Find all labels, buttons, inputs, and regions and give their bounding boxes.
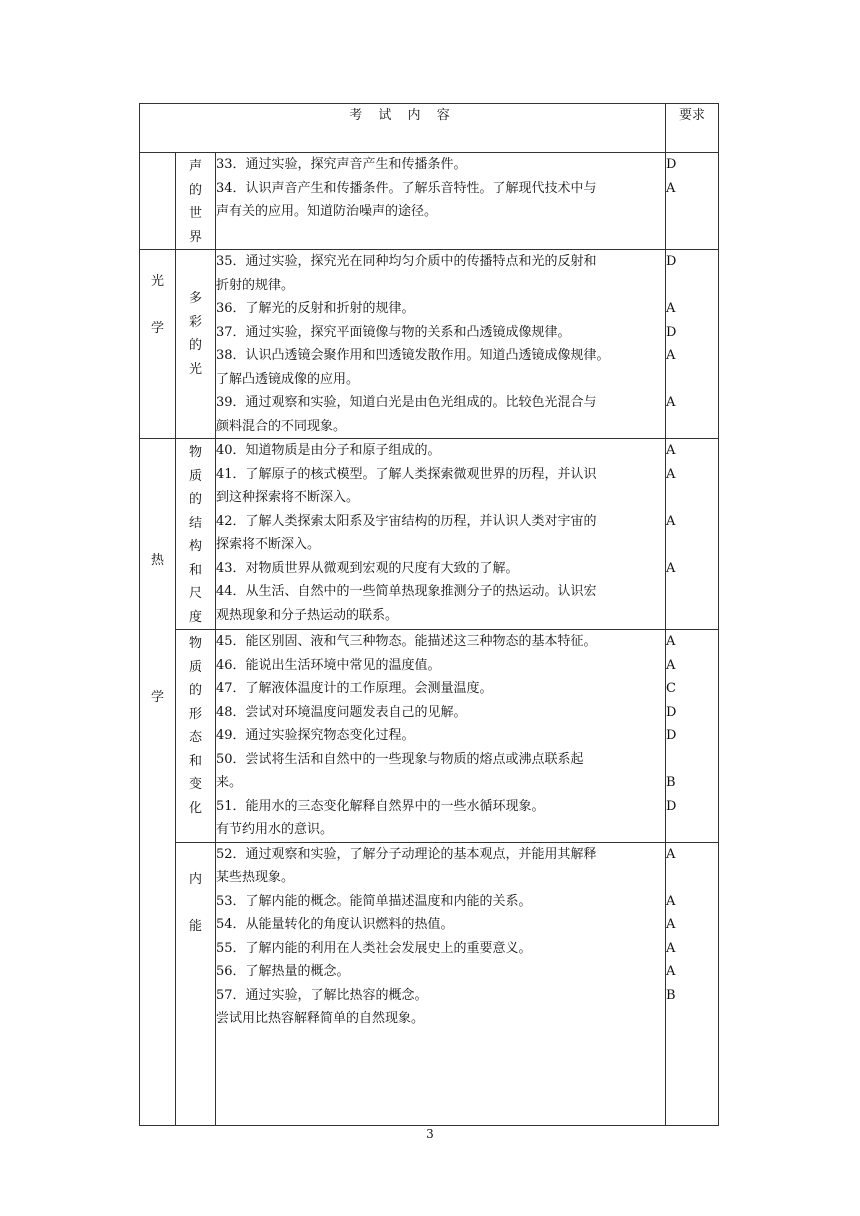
exam-content-table (139, 103, 719, 1126)
content-line: 51．能用水的三态变化解释自然界中的一些水循环现象。 (216, 798, 545, 814)
requirement-cell (666, 153, 719, 250)
content-cell (216, 842, 666, 1125)
content-line: 33．通过实验，探究声音产生和传播条件。 (216, 157, 467, 172)
content-line: 36．了解光的反射和折射的规律。 (216, 301, 415, 316)
content-cell (216, 250, 666, 439)
group-cell-optics: 光 学 (140, 250, 176, 439)
content-line: 来。 (216, 775, 243, 790)
content-line: 55．了解内能的利用在人类社会发展史上的重要意义。 (216, 940, 532, 956)
requirement-cell (666, 842, 719, 1125)
content-line: 41．了解原子的核式模型。了解人类探索微观世界的历程，并认识 (216, 466, 597, 482)
content-line: 48．尝试对环境温度问题发表自己的见解。 (216, 704, 467, 720)
requirement-value: A (666, 348, 676, 363)
content-line: 54．从能量转化的角度认识燃料的热值。 (216, 917, 454, 932)
requirement-value: D (666, 728, 677, 743)
topic-cell: 物 质 的 结 构 和 尺 度 (176, 439, 216, 630)
requirement-value: A (666, 443, 676, 458)
topic-cell: 多 彩 的 光 (176, 250, 216, 439)
topic-cell: 物 质 的 形 态 和 变 化 (176, 630, 216, 843)
content-line: 46．能说出生活环境中常见的温度值。 (216, 657, 441, 673)
requirement-value: A (666, 634, 676, 649)
content-line: 34．认识声音产生和传播条件。了解乐音特性。了解现代技术中与 (216, 180, 597, 196)
requirement-value (666, 748, 718, 772)
group-cell-empty (140, 153, 176, 250)
content-line: 折射的规律。 (216, 277, 295, 293)
content-line: 50．尝试将生活和自然中的一些现象与物质的熔点或沸点联系起 (216, 751, 584, 767)
requirement-value: A (666, 395, 676, 410)
requirement-value (666, 866, 718, 890)
section-row-structure (140, 439, 719, 630)
content-line: 43．对物质世界从微观到宏观的尺度有大致的了解。 (216, 560, 519, 576)
content-line: 53．了解内能的概念。能简单描述温度和内能的关系。 (216, 893, 532, 909)
content-line: 观热现象和分子热运动的联系。 (216, 607, 399, 623)
content-line: 47．了解液体温度计的工作原理。会测量温度。 (216, 681, 493, 696)
content-line: 尝试用比热容解释简单的自然现象。 (216, 1011, 425, 1026)
content-line: 到这种探索将不断深入。 (216, 490, 360, 505)
requirement-value (666, 368, 718, 392)
requirement-value: A (666, 180, 676, 196)
requirement-value: D (666, 324, 677, 340)
content-line: 45．能区别固、液和气三种物态。能描述这三种物态的基本特征。 (216, 634, 597, 649)
content-line: 探索将不断深入。 (216, 537, 321, 552)
group-cell-thermal: 热 学 (140, 439, 176, 1126)
section-row-sound (140, 153, 719, 250)
topic-cell: 声 的 世 界 (176, 153, 216, 250)
requirement-value: C (666, 681, 676, 696)
requirement-value: A (666, 917, 676, 932)
content-line: 38．认识凸透镜会聚作用和凹透镜发散作用。知道凸透镜成像规律。 (216, 348, 610, 363)
content-line: 某些热现象。 (216, 870, 295, 885)
requirement-value: A (666, 301, 676, 316)
requirement-cell (666, 630, 719, 843)
requirement-value: A (666, 893, 676, 909)
content-line: 40．知道物质是由分子和原子组成的。 (216, 443, 441, 458)
content-line: 颜料混合的不同现象。 (216, 418, 347, 434)
content-line: 42．了解人类探索太阳系及宇宙结构的历程，并认识人类对宇宙的 (216, 513, 597, 529)
content-cell (216, 153, 666, 250)
content-line: 39．通过观察和实验，知道白光是由色光组成的。比较色光混合与 (216, 395, 597, 410)
requirement-value (666, 533, 718, 557)
requirement-cell (666, 439, 719, 630)
content-line: 49．通过实验探究物态变化过程。 (216, 728, 415, 743)
page-number: 3 (426, 1127, 434, 1141)
requirement-value: B (666, 775, 676, 790)
section-row-light (140, 250, 719, 439)
content-line: 声有关的应用。知道防治噪声的途径。 (216, 204, 438, 219)
requirement-value: D (666, 157, 677, 172)
requirement-value (666, 486, 718, 510)
content-line: 52．通过观察和实验，了解分子动理论的基本观点，并能用其解释 (216, 846, 597, 862)
table-header-row (140, 104, 719, 153)
requirement-value: B (666, 987, 676, 1003)
content-line: 了解凸透镜成像的应用。 (216, 371, 360, 387)
section-row-internal-energy (140, 842, 719, 1125)
content-line: 56．了解热量的概念。 (216, 964, 350, 979)
requirement-value (666, 274, 718, 298)
content-line: 有节约用水的意识。 (216, 822, 334, 837)
topic-cell: 内 能 (176, 842, 216, 1125)
requirement-value: A (666, 846, 676, 862)
section-row-states (140, 630, 719, 843)
requirement-value: A (666, 657, 676, 673)
requirement-value: A (666, 964, 676, 979)
requirement-value: A (666, 466, 676, 482)
header-requirement-title: 要求 (666, 104, 719, 153)
requirement-value: D (666, 254, 677, 269)
content-cell (216, 630, 666, 843)
content-line: 37．通过实验，探究平面镜像与物的关系和凸透镜成像规律。 (216, 324, 571, 340)
content-line: 57．通过实验，了解比热容的概念。 (216, 987, 428, 1003)
content-line: 44．从生活、自然中的一些简单热现象推测分子的热运动。认识宏 (216, 584, 597, 599)
requirement-value: D (666, 798, 677, 814)
requirement-value: A (666, 560, 676, 576)
requirement-cell (666, 250, 719, 439)
requirement-value: A (666, 513, 676, 529)
header-content-title: 考 试 内 容 (140, 104, 666, 153)
content-cell (216, 439, 666, 630)
requirement-value: A (666, 940, 676, 956)
content-line: 35．通过实验，探究光在同种均匀介质中的传播特点和光的反射和 (216, 254, 597, 269)
requirement-value: D (666, 704, 677, 720)
